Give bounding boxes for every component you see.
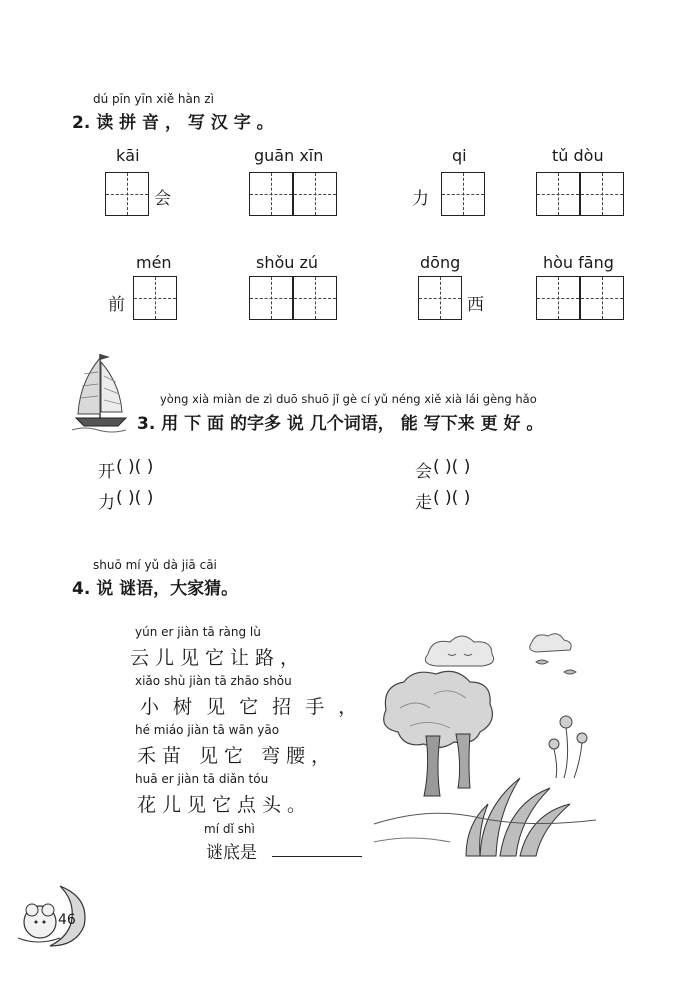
riddle-line-2-text: 小 树 见 它 招 手 ， (140, 696, 362, 718)
moon-decoration-icon (8, 880, 94, 950)
q2-item-5-box[interactable] (133, 276, 177, 320)
answer-blank[interactable] (272, 856, 362, 857)
q2-item-4-box-1[interactable] (536, 172, 580, 216)
answer-label: 谜底是 (206, 843, 257, 863)
riddle-line-4-pinyin: huā er jiàn tā diǎn tóu (135, 772, 269, 786)
q3-item-4-char: 走 (415, 493, 432, 513)
q2-item-4-box-2[interactable] (580, 172, 624, 216)
page-number: 46 (58, 912, 76, 928)
q3-item-2-char: 会 (415, 462, 432, 482)
q2-item-8-box-2[interactable] (580, 276, 624, 320)
q2-item-2-box-1[interactable] (249, 172, 293, 216)
q2-item-4-pinyin: tǔ dòu (552, 146, 604, 165)
q2-item-3-box[interactable] (441, 172, 485, 216)
riddle-line-3-text: 禾苗 见它 弯腰， (137, 745, 337, 767)
q3-item-1-blanks[interactable]: ( )( ) (116, 457, 154, 477)
wind-scene-illustration (370, 628, 600, 858)
q3-item-3-blanks[interactable]: ( )( ) (116, 488, 154, 508)
q2-item-6-box-2[interactable] (293, 276, 337, 320)
q2-title: 2. 读 拼 音 ， 写 汉 字 。 (72, 113, 274, 133)
q2-item-2-pinyin: guān xīn (254, 146, 324, 165)
riddle-line-2-pinyin: xiǎo shù jiàn tā zhāo shǒu (135, 674, 292, 688)
answer-pinyin: mí dǐ shì (204, 822, 255, 836)
q2-item-5-prefix: 前 (108, 295, 125, 315)
riddle-line-3-pinyin: hé miáo jiàn tā wān yāo (135, 723, 280, 737)
q2-pinyin-title: dú pīn yīn xiě hàn zì (93, 92, 214, 106)
q3-item-4-blanks[interactable]: ( )( ) (433, 488, 471, 508)
q2-item-8-pinyin: hòu fāng (543, 253, 614, 272)
q4-pinyin-title: shuō mí yǔ dà jiā cāi (93, 558, 217, 572)
q3-title: 3. 用 下 面 的字多 说 几个词语， 能 写下来 更 好 。 (137, 414, 544, 434)
q2-item-3-pinyin: qi (452, 146, 467, 165)
q2-item-7-suffix: 西 (467, 295, 484, 315)
q2-item-8-box-1[interactable] (536, 276, 580, 320)
q3-item-1-char: 开 (98, 462, 115, 482)
q2-item-6-pinyin: shǒu zú (256, 253, 319, 272)
q2-item-6-box-1[interactable] (249, 276, 293, 320)
q2-item-1-pinyin: kāi (116, 146, 140, 165)
riddle-line-1-pinyin: yún er jiàn tā ràng lù (135, 625, 261, 639)
q3-pinyin-title: yòng xià miàn de zì duō shuō jǐ gè cí yǔ néng xiě xià lái gèng hǎo (160, 392, 537, 406)
q2-item-1-box[interactable] (105, 172, 149, 216)
q2-item-7-box[interactable] (418, 276, 462, 320)
q2-item-5-pinyin: mén (136, 253, 172, 272)
riddle-line-4-text: 花儿见它点头。 (137, 794, 313, 816)
q2-item-3-prefix: 力 (412, 189, 429, 209)
riddle-line-1-text: 云儿见它让路， (130, 647, 306, 669)
q4-title: 4. 说 谜语，大家猜。 (72, 579, 239, 599)
q3-item-2-blanks[interactable]: ( )( ) (433, 457, 471, 477)
q3-item-3-char: 力 (98, 493, 115, 513)
q2-item-1-suffix: 会 (154, 189, 171, 209)
q2-item-7-pinyin: dōng (420, 253, 461, 272)
sailboat-icon (70, 352, 130, 434)
q2-item-2-box-2[interactable] (293, 172, 337, 216)
